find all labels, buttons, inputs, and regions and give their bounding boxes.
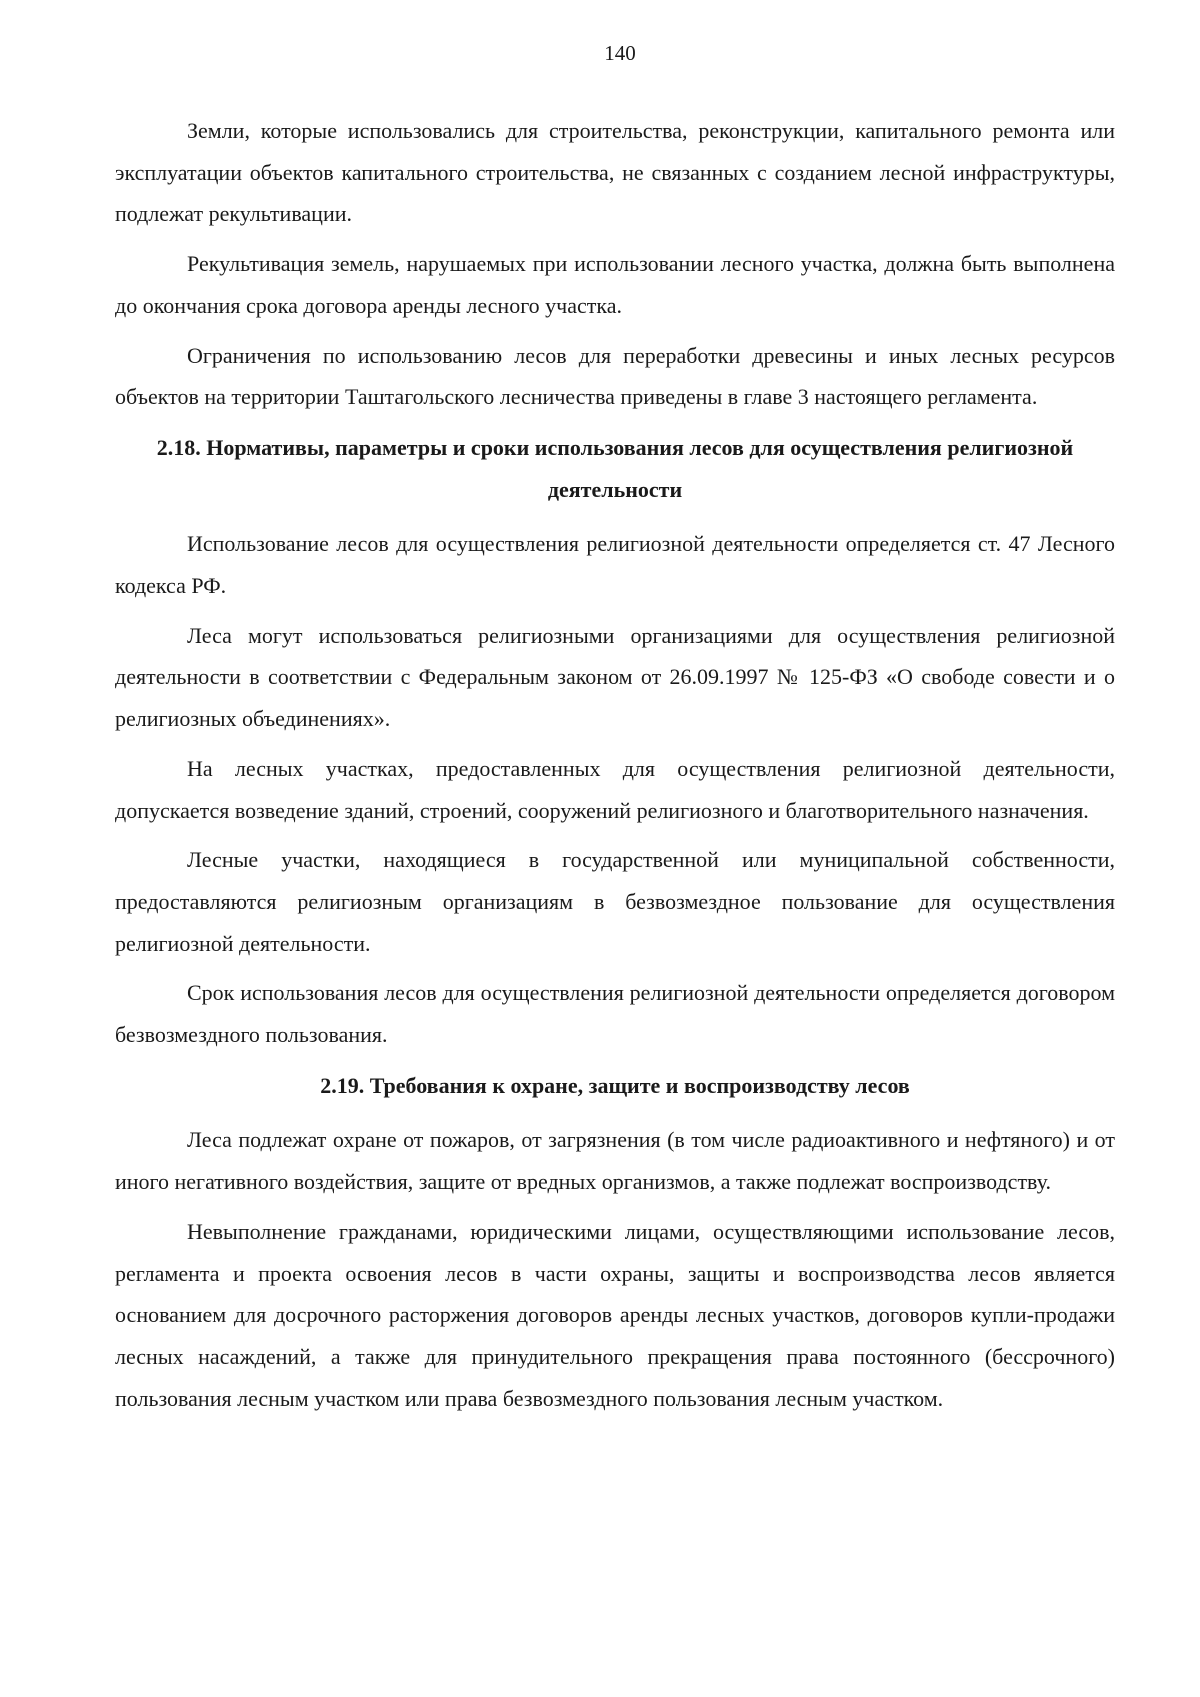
section-heading-2-19: 2.19. Требования к охране, защите и воспроизводству лесов bbox=[320, 1072, 910, 1098]
paragraph-recultivation-term: Рекультивация земель, нарушаемых при использовании лесного участка, должна быть выполнена до окончания срока договора аренды лесного участка. bbox=[115, 251, 1115, 318]
paragraph-processing-restrictions: Ограничения по использованию лесов для переработки древесины и иных лесных ресурсов объектов на территории Таштагольского лесничества приведены в главе 3 настоящего регламента. bbox=[115, 342, 1115, 410]
paragraph-construction-allowed: На лесных участках, предоставленных для осуществления религиозной деятельности, допускается возведение зданий, строений, сооружений религиозного и благотворительного назначения. bbox=[115, 755, 1115, 823]
paragraph-religious-organizations: Леса могут использоваться религиозными организациями для осуществления религиозной деятельности в соответствии с Федеральным законом от 26.09.1997 № 125-ФЗ «О свободе совести и о религиозных объединениях». bbox=[115, 622, 1115, 732]
paragraph-religious-use-basis: Использование лесов для осуществления религиозной деятельности определяется ст. 47 Лесного кодекса РФ. bbox=[115, 531, 1115, 599]
page-number: 140 bbox=[604, 41, 636, 65]
paragraph-forest-protection: Леса подлежат охране от пожаров, от загрязнения (в том числе радиоактивного и нефтяного) и от иного негативного воздействия, защите от вредных организмов, а также подлежат воспроизводству. bbox=[115, 1127, 1115, 1195]
document-body bbox=[115, 110, 1115, 1427]
paragraph-land-recultivation: Земли, которые использовались для строительства, реконструкции, капитального ремонта или эксплуатации объектов капитального строительства, не связанных с созданием лесной инфраструктуры, подлежат рекультивации. bbox=[115, 118, 1115, 227]
paragraph-noncompliance: Невыполнение гражданами, юридическими лицами, осуществляющими использование лесов, регламента и проекта освоения лесов в части охраны, защиты и воспроизводства лесов является основанием для досрочного расторжения договоров аренды лесных участков, договоров купли-продажи лесных насаждений, а также для принудительного прекращения права постоянного (бессрочного) пользования лесным участком или права безвозмездного пользования лесным участком. bbox=[115, 1218, 1115, 1411]
paragraph-use-term: Срок использования лесов для осуществления религиозной деятельности определяется договором безвозмездного пользования. bbox=[115, 980, 1115, 1048]
section-heading-2-18: 2.18. Нормативы, параметры и сроки использования лесов для осуществления религиозной деятельности bbox=[156, 434, 1074, 502]
paragraph-free-use: Лесные участки, находящиеся в государственной или муниципальной собственности, предоставляются религиозным организациям в безвозмездное пользование для осуществления религиозной деятельности. bbox=[115, 847, 1115, 956]
